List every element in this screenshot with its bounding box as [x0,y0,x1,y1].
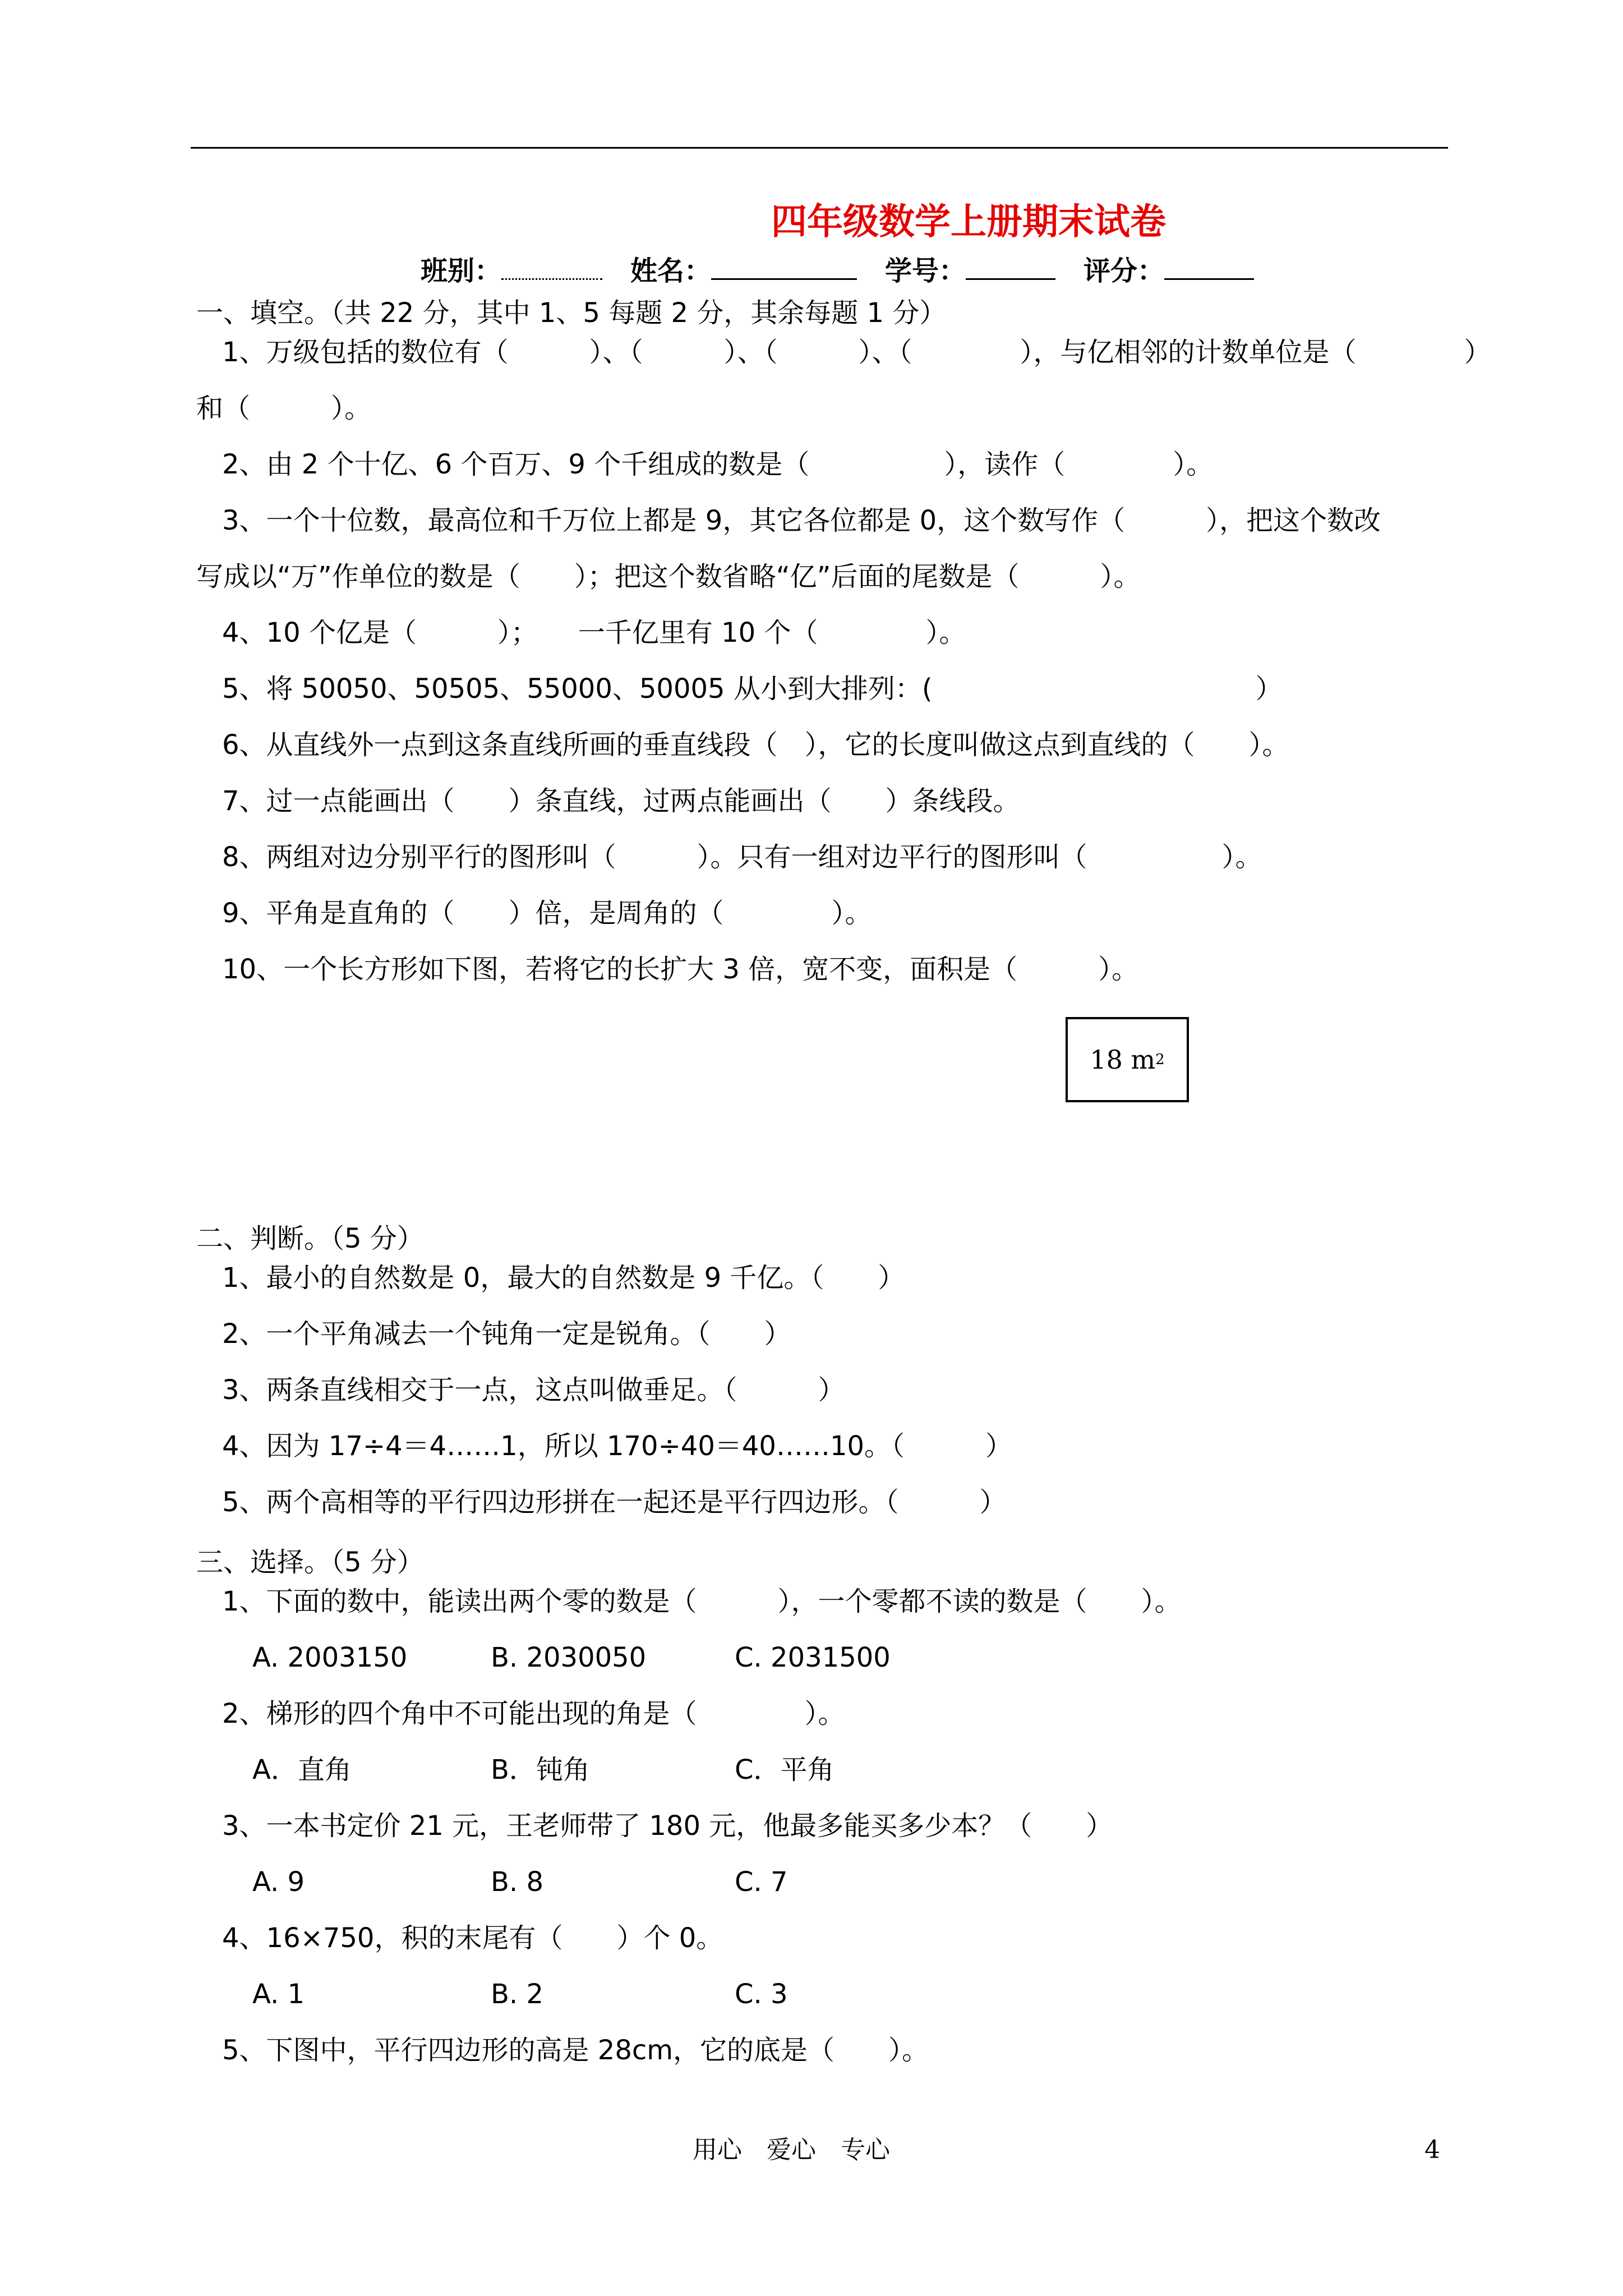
page-title: 四年级数学上册期末试卷 [771,201,1166,243]
id-field[interactable] [966,252,1055,280]
s3-q3-option-b[interactable]: B. 8 [491,1866,543,1898]
class-field[interactable] [501,252,602,280]
rectangle-figure [1066,1017,1189,1102]
s3-q3-option-a[interactable]: A. 9 [252,1866,305,1898]
s3-q4: 4、16×750，积的末尾有（ ）个 0。 [222,1922,723,1954]
s1-q1: 1、万级包括的数位有（ ）、（ ）、（ ）、（ ），与亿相邻的计数单位是（ ） [222,337,1491,368]
s3-q2-option-a[interactable]: A．直角 [252,1754,352,1786]
s1-q9: 9、平角是直角的（ ）倍，是周角的（ ）。 [222,898,872,929]
s3-q2-option-b[interactable]: B．钝角 [491,1754,590,1786]
s3-q1-option-a[interactable]: A. 2003150 [252,1642,408,1673]
s1-q3-cont: 写成以“万”作单位的数是（ ）；把这个数省略“亿”后面的尾数是（ ）。 [196,561,1141,592]
s3-q1: 1、下面的数中，能读出两个零的数是（ ），一个零都不读的数是（ ）。 [222,1586,1182,1617]
rectangle-area-label: 18 m [1090,1045,1156,1075]
s3-q4-option-a[interactable]: A. 1 [252,1978,305,2010]
rectangle-area-exponent: 2 [1155,1051,1165,1068]
s1-q3: 3、一个十位数，最高位和千万位上都是 9，其它各位都是 0，这个数写作（ ），把这个数改 [222,505,1381,536]
name-label: 姓名： [630,255,712,287]
s3-q3-option-c[interactable]: C. 7 [735,1866,788,1898]
s3-q1-option-c[interactable]: C. 2031500 [735,1642,891,1673]
s3-q3: 3、一本书定价 21 元，王老师带了 180 元，他最多能买多少本？（ ） [222,1810,1113,1842]
section2-heading: 二、判断。（5 分） [196,1223,424,1254]
s2-q1: 1、最小的自然数是 0，最大的自然数是 9 千亿。（ ） [222,1262,905,1294]
s2-q4: 4、因为 17÷4＝4……1，所以 170÷40＝40……10。（ ） [222,1430,1013,1462]
id-label: 学号： [885,255,966,287]
section1-heading: 一、填空。（共 22 分，其中 1、5 每题 2 分，其余每题 1 分） [196,297,947,329]
s3-q4-option-c[interactable]: C. 3 [735,1978,788,2010]
s1-q4: 4、10 个亿是（ ）； 一千亿里有 10 个（ ）。 [222,617,966,648]
s3-q2-option-c[interactable]: C．平角 [735,1754,834,1786]
s2-q2: 2、一个平角减去一个钝角一定是锐角。（ ） [222,1318,791,1350]
s2-q3: 3、两条直线相交于一点，这点叫做垂足。（ ） [222,1374,845,1406]
s1-q2: 2、由 2 个十亿、6 个百万、9 个千组成的数是（ ），读作（ ）。 [222,449,1214,480]
page-number: 4 [1424,2136,1440,2164]
s3-q2: 2、梯形的四个角中不可能出现的角是（ ）。 [222,1698,845,1729]
s3-q5: 5、下图中，平行四边形的高是 28cm，它的底是（ ）。 [222,2035,929,2066]
footer-motto: 用心 爱心 专心 [693,2136,890,2164]
section3-heading: 三、选择。（5 分） [196,1547,424,1578]
name-field[interactable] [711,252,857,280]
score-label: 评分： [1083,255,1165,287]
s1-q8: 8、两组对边分别平行的图形叫（ ）。只有一组对边平行的图形叫（ ）。 [222,841,1262,873]
score-field[interactable] [1164,252,1254,280]
s1-q7: 7、过一点能画出（ ）条直线，过两点能画出（ ）条线段。 [222,785,1020,817]
s2-q5: 5、两个高相等的平行四边形拼在一起还是平行四边形。（ ） [222,1487,1007,1518]
s1-q10: 10、一个长方形如下图，若将它的长扩大 3 倍，宽不变，面积是（ ）。 [222,954,1139,985]
s1-q5: 5、将 50050、50505、55000、50005 从小到大排列：( ） [222,673,1283,705]
student-info-row [421,252,1282,288]
class-label: 班别： [421,255,502,287]
s3-q1-option-b[interactable]: B. 2030050 [491,1642,647,1673]
s1-q1-cont: 和（ ）。 [196,393,372,424]
s3-q4-option-b[interactable]: B. 2 [491,1978,543,2010]
header-rule [191,147,1448,149]
s1-q6: 6、从直线外一点到这条直线所画的垂直线段（ ），它的长度叫做这点到直线的（ ）。 [222,729,1289,761]
